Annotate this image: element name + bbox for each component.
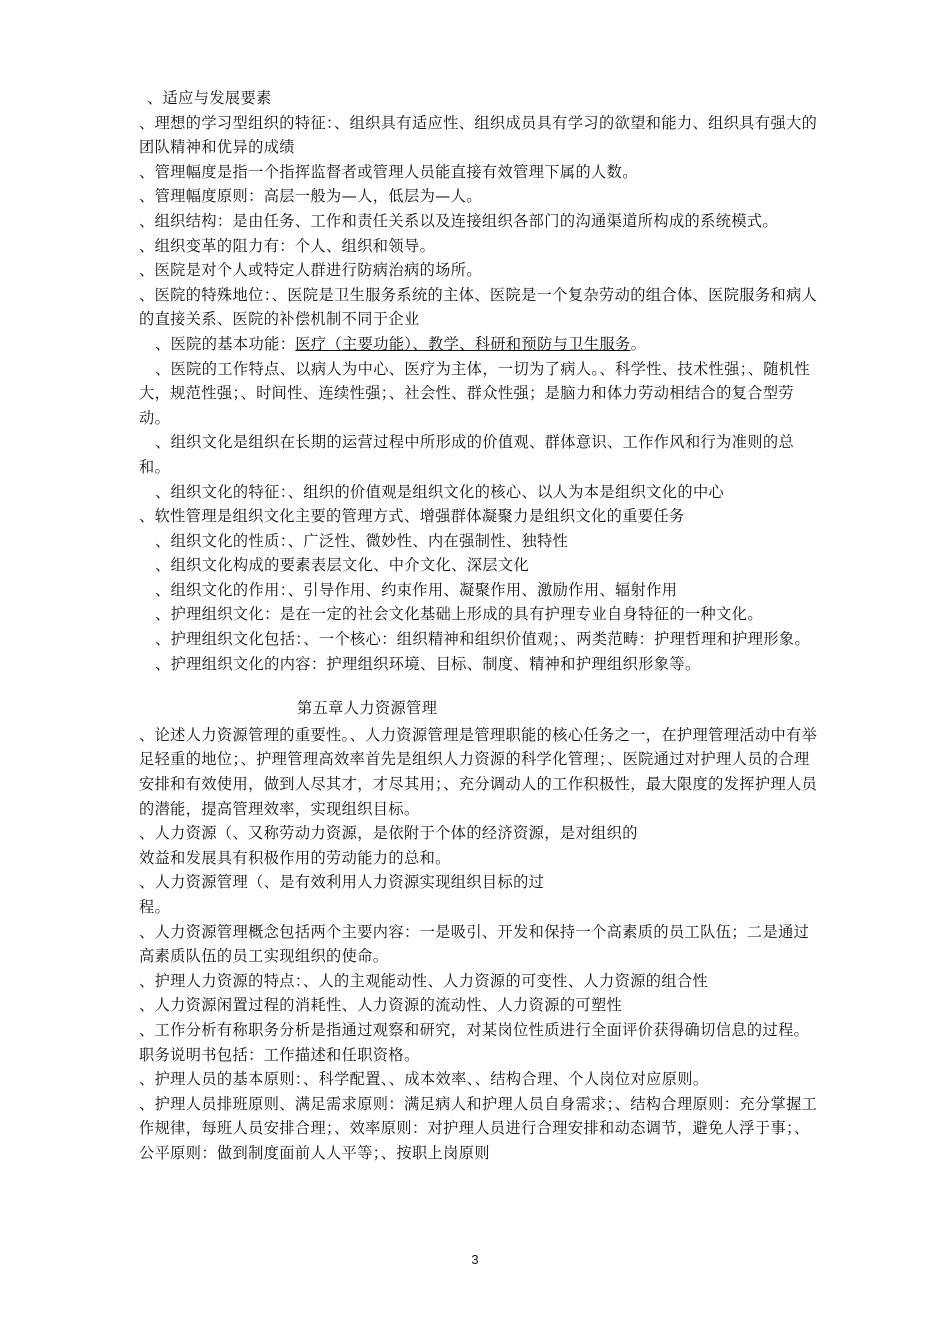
paragraph: 、人力资源（、又称劳动力资源，是依附于个体的经济资源，是对组织的 <box>139 824 638 843</box>
paragraph: 、组织文化是组织在长期的运营过程中所形成的价值观、群体意识、工作作风和行为准则的总和。 <box>139 433 795 476</box>
chapter-heading: 第五章人力资源管理 <box>297 699 438 718</box>
paragraph: 、组织文化构成的要素表层文化、中介文化、深层文化 <box>155 556 530 575</box>
paragraph: 、理想的学习型组织的特征：、组织具有适应性、组织成员具有学习的欲望和能力、组织具有强大的团队精神和优异的成绩 <box>139 113 818 157</box>
function-suffix: 。 <box>630 334 647 353</box>
paragraph: 、管理幅度原则：高层一般为—人，低层为—人。 <box>139 187 482 206</box>
paragraph: 、人力资源管理（、是有效利用人力资源实现组织目标的过 <box>139 873 545 892</box>
page-number: 3 <box>471 1252 479 1267</box>
paragraph: 、医院的特殊地位：、医院是卫生服务系统的主体、医院是一个复杂劳动的组合体、医院服务和病人的直接关系、医院的补偿机制不同于企业 <box>139 285 818 329</box>
paragraph: 、组织变革的阻力有：个人、组织和领导。 <box>139 236 436 255</box>
paragraph: 、软性管理是组织文化主要的管理方式、增强群体凝聚力是组织文化的重要任务 <box>139 507 685 526</box>
paragraph: 、人力资源管理概念包括两个主要内容：一是吸引、开发和保持一个高素质的员工队伍；二是通过高素质队伍的员工实现组织的使命。 <box>139 922 810 966</box>
paragraph: 、护理人员的基本原则：、科学配置、、成本效率、、结构合理、个人岗位对应原则。 <box>139 1070 709 1089</box>
paragraph: 、组织文化的作用：、引导作用、约束作用、凝聚作用、激励作用、辐射作用 <box>155 580 678 599</box>
paragraph-group-organization <box>139 86 819 332</box>
paragraph-group-hr <box>139 723 819 1166</box>
paragraph: 、护理人员排班原则、满足需求原则：满足病人和护理人员自身需求；、结构合理原则：充分掌握工作规律，每班人员安排合理；、效率原则：对护理人员进行合理安排和动态调节，避免人浮于事；、公平原则：做到制度面前人人平等；、按职上岗原则 <box>139 1094 818 1162</box>
paragraph: 、护理组织文化包括：、一个核心：组织精神和组织价值观；、两类范畴：护理哲理和护理形象。 <box>155 630 811 649</box>
paragraph: 、组织文化的性质：、广泛性、微妙性、内在强制性、独特性 <box>155 531 569 550</box>
paragraph: 、适应与发展要素 <box>147 89 272 107</box>
paragraph: 程。 <box>139 898 171 916</box>
paragraph: 效益和发展具有积极作用的劳动能力的总和。 <box>139 848 451 867</box>
paragraph: 、组织文化的特征：、组织的价值观是组织文化的核心、以人为本是组织文化的中心 <box>155 482 725 501</box>
paragraph: 、护理组织文化：是在一定的社会文化基础上形成的具有护理专业自身特征的一种文化。 <box>155 605 763 624</box>
paragraph: 、护理组织文化的内容：护理组织环境、目标、制度、精神和护理组织形象等。 <box>155 654 701 673</box>
function-prefix: 、医院的基本功能： <box>155 334 296 353</box>
paragraph: 、人力资源闲置过程的消耗性、人力资源的流动性、人力资源的可塑性 <box>139 996 623 1015</box>
paragraph: 、医院是对个人或特定人群进行防病治病的场所。 <box>139 261 482 280</box>
paragraph: 、护理人力资源的特点：、人的主观能动性、人力资源的可变性、人力资源的组合性 <box>139 971 709 990</box>
page-content <box>139 86 819 1166</box>
paragraph: 、医院的工作特点、以病人为中心、医疗为主体，一切为了病人。、科学性、技术性强；、随机性大，规范性强；、时间性、连续性强；、社会性、群众性强；是脑力和体力劳动相结合的复合型劳动。 <box>139 359 811 427</box>
paragraph-group-culture <box>139 357 819 677</box>
function-underlined: 医疗（主要功能）、教学、科研和预防与卫生服务 <box>295 334 631 353</box>
paragraph: 、组织结构：是由任务、工作和责任关系以及连接组织各部门的沟通渠道所构成的系统模式。 <box>139 211 779 230</box>
paragraph: 、论述人力资源管理的重要性。、人力资源管理是管理职能的核心任务之一，在护理管理活动中有举足轻重的地位；、护理管理高效率首先是组织人力资源的科学化管理；、医院通过对护理人员的合理安排和有效使用，做到人尽其才，才尽其用；、充分调动人的工作积极性，最大限度的发挥护理人员的潜能，提高管理效率，实现组织目标。 <box>139 725 818 818</box>
paragraph: 、工作分析有称职务分析是指通过观察和研究，对某岗位性质进行全面评价获得确切信息的过程。职务说明书包括：工作描述和任职资格。 <box>139 1020 810 1064</box>
paragraph-hospital-functions <box>139 332 819 357</box>
paragraph: 、管理幅度是指一个指挥监督者或管理人员能直接有效管理下属的人数。 <box>139 162 638 181</box>
